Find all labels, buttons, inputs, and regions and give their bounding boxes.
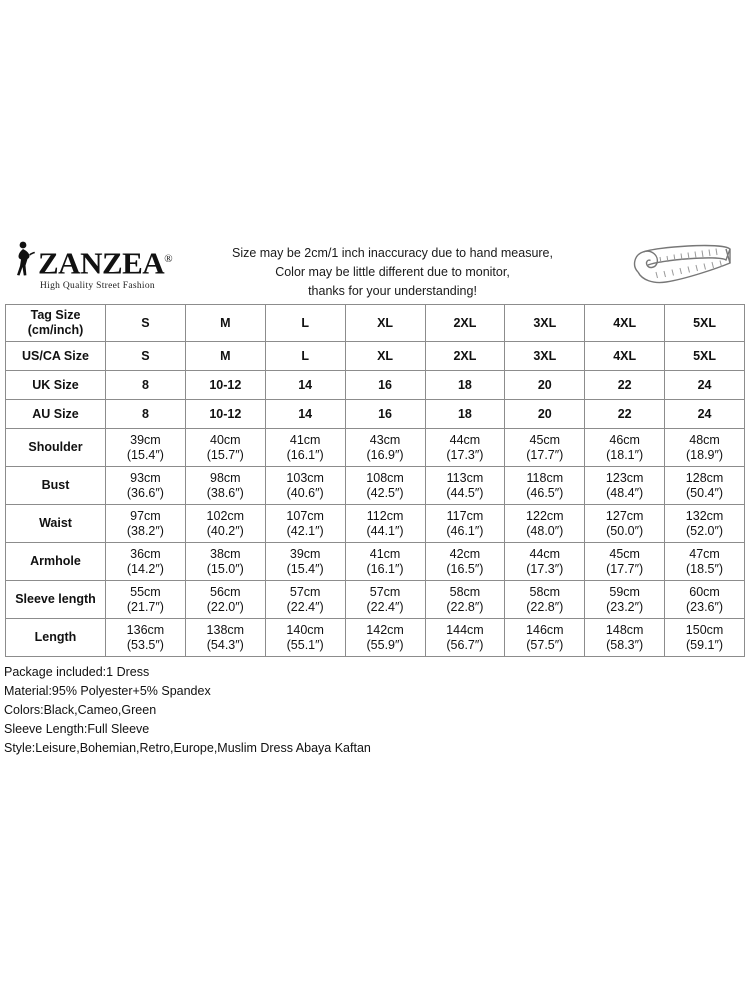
table-row [6, 371, 745, 400]
cell-inch: (53.5″) [126, 637, 164, 652]
cell [665, 619, 745, 657]
cell: S [106, 342, 186, 371]
table-row [6, 342, 745, 371]
cell-cm: 39cm [289, 546, 321, 561]
cell: 8 [106, 400, 186, 429]
registered-mark: ® [164, 252, 173, 265]
size-table [5, 304, 745, 657]
cell-inch: (23.6″) [686, 599, 724, 614]
cell [585, 467, 665, 505]
cell-inch: (56.7″) [446, 637, 484, 652]
cell: 16 [345, 371, 425, 400]
cell [585, 581, 665, 619]
cell-cm: 127cm [605, 508, 644, 523]
cell-inch: (22.4″) [286, 599, 324, 614]
cell [425, 543, 505, 581]
cell [345, 581, 425, 619]
cell-cm: 102cm [206, 508, 245, 523]
cell-cm: 39cm [130, 432, 161, 447]
size-table-body [6, 305, 745, 657]
cell-inch: (42.5″) [366, 485, 404, 500]
cell-inch: (18.9″) [686, 447, 724, 462]
cell-cm: 57cm [369, 584, 401, 599]
cell-cm: 146cm [526, 622, 564, 637]
cell [106, 581, 186, 619]
cell-cm: 40cm [210, 432, 241, 447]
cell-inch: (16.5″) [446, 561, 484, 576]
cell: 24 [665, 400, 745, 429]
cell [665, 543, 745, 581]
cell-cm: 48cm [689, 432, 720, 447]
cell-cm: 55cm [130, 584, 161, 599]
cell-inch: (40.2″) [206, 523, 244, 538]
table-row [6, 429, 745, 467]
row-label-sleeve-length: Sleeve length [6, 581, 106, 619]
cell-inch: (16.1″) [286, 447, 324, 462]
cell: M [185, 342, 265, 371]
row-label-uk-size: UK Size [6, 371, 106, 400]
cell-cm: 107cm [286, 508, 324, 523]
cell-cm: 117cm [446, 508, 484, 523]
cell-inch: (54.3″) [206, 637, 244, 652]
cell-inch: (50.4″) [686, 485, 724, 500]
row-label-line2: (cm/inch) [27, 323, 84, 337]
cell [185, 619, 265, 657]
cell-inch: (18.5″) [686, 561, 724, 576]
cell-inch: (15.4″) [286, 561, 324, 576]
cell [265, 429, 345, 467]
cell-cm: 108cm [366, 470, 404, 485]
cell-inch: (16.1″) [366, 561, 404, 576]
cell-inch: (48.4″) [606, 485, 644, 500]
cell: 5XL [665, 342, 745, 371]
cell-cm: 144cm [446, 622, 484, 637]
cell [665, 581, 745, 619]
cell: 24 [665, 371, 745, 400]
table-row [6, 305, 745, 342]
cell-inch: (42.1″) [286, 523, 324, 538]
cell-cm: 118cm [526, 470, 564, 485]
cell [425, 467, 505, 505]
cell-inch: (18.1″) [606, 447, 644, 462]
measurement-notice [195, 236, 590, 301]
cell-cm: 41cm [289, 432, 321, 447]
row-label-tag-size [6, 305, 106, 342]
cell-cm: 36cm [130, 546, 161, 561]
cell-inch: (46.1″) [446, 523, 484, 538]
cell: 2XL [425, 342, 505, 371]
table-row [6, 400, 745, 429]
cell-cm: 45cm [609, 546, 640, 561]
cell [185, 581, 265, 619]
cell-cm: 97cm [130, 508, 161, 523]
cell [665, 505, 745, 543]
cell-cm: 150cm [685, 622, 724, 637]
cell [585, 429, 665, 467]
cell: 22 [585, 371, 665, 400]
cell-inch: (14.2″) [126, 561, 164, 576]
cell: 18 [425, 371, 505, 400]
cell [425, 619, 505, 657]
cell-inch: (44.5″) [446, 485, 484, 500]
cell-inch: (57.5″) [526, 637, 564, 652]
cell-inch: (59.1″) [686, 637, 724, 652]
chart-header [0, 232, 750, 304]
cell-inch: (22.8″) [526, 599, 564, 614]
cell [185, 543, 265, 581]
cell [106, 429, 186, 467]
cell [345, 619, 425, 657]
cell [106, 543, 186, 581]
cell: 5XL [665, 305, 745, 342]
cell [425, 505, 505, 543]
cell: L [265, 342, 345, 371]
cell-cm: 58cm [529, 584, 561, 599]
cell-cm: 43cm [369, 432, 401, 447]
cell-inch: (52.0″) [686, 523, 724, 538]
cell-inch: (17.7″) [526, 447, 564, 462]
cell [505, 505, 585, 543]
cell-inch: (15.0″) [206, 561, 244, 576]
cell: 8 [106, 371, 186, 400]
cell: 18 [425, 400, 505, 429]
cell-cm: 59cm [609, 584, 640, 599]
cell [585, 619, 665, 657]
notice-line-1: Size may be 2cm/1 inch inaccuracy due to hand measure, [231, 246, 553, 260]
cell-cm: 44cm [529, 546, 561, 561]
cell [265, 467, 345, 505]
cell: XL [345, 305, 425, 342]
cell: L [265, 305, 345, 342]
detail-material: Material:95% Polyester+5% Spandex [4, 684, 211, 698]
detail-package: Package included:1 Dress [4, 665, 150, 679]
cell [106, 505, 186, 543]
brand-tagline: High Quality Street Fashion [40, 281, 155, 291]
cell-inch: (48.0″) [526, 523, 564, 538]
cell [106, 467, 186, 505]
cell-inch: (23.2″) [606, 599, 644, 614]
cell [585, 505, 665, 543]
table-row [6, 543, 745, 581]
table-row [6, 467, 745, 505]
cell: 4XL [585, 305, 665, 342]
cell [265, 505, 345, 543]
detail-sleeve-length: Sleeve Length:Full Sleeve [4, 722, 150, 736]
cell [505, 429, 585, 467]
cell-inch: (17.3″) [446, 447, 484, 462]
row-label-bust: Bust [6, 467, 106, 505]
cell-cm: 132cm [685, 508, 724, 523]
cell [185, 467, 265, 505]
cell-cm: 148cm [605, 622, 644, 637]
cell [425, 429, 505, 467]
cell: M [185, 305, 265, 342]
cell-cm: 60cm [689, 584, 720, 599]
cell-cm: 38cm [210, 546, 241, 561]
brand-name [38, 242, 172, 280]
cell-inch: (21.7″) [126, 599, 164, 614]
cell: 2XL [425, 305, 505, 342]
row-label-waist: Waist [6, 505, 106, 543]
cell-inch: (58.3″) [606, 637, 644, 652]
cell-cm: 57cm [289, 584, 321, 599]
cell [345, 429, 425, 467]
cell-cm: 58cm [449, 584, 481, 599]
cell-cm: 46cm [609, 432, 640, 447]
cell [505, 619, 585, 657]
cell [505, 581, 585, 619]
cell-inch: (44.1″) [366, 523, 404, 538]
brand-logo [10, 240, 200, 300]
cell [665, 429, 745, 467]
cell [345, 543, 425, 581]
cell [265, 543, 345, 581]
cell: 3XL [505, 342, 585, 371]
cell: 20 [505, 400, 585, 429]
cell-cm: 123cm [605, 470, 644, 485]
table-row [6, 619, 745, 657]
brand-name-text: ZANZEA [38, 245, 165, 280]
cell: 3XL [505, 305, 585, 342]
cell [505, 543, 585, 581]
cell-cm: 136cm [126, 622, 165, 637]
notice-line-3: thanks for your understanding! [308, 284, 477, 298]
cell: 16 [345, 400, 425, 429]
row-label-us-ca-size: US/CA Size [6, 342, 106, 371]
cell-cm: 112cm [366, 508, 404, 523]
cell-inch: (55.1″) [286, 637, 324, 652]
cell-inch: (36.6″) [126, 485, 164, 500]
cell: 14 [265, 400, 345, 429]
detail-colors: Colors:Black,Cameo,Green [4, 703, 157, 717]
cell [265, 581, 345, 619]
cell [505, 467, 585, 505]
cell [345, 467, 425, 505]
cell-inch: (38.6″) [206, 485, 244, 500]
cell [106, 619, 186, 657]
cell [585, 543, 665, 581]
cell-cm: 41cm [369, 546, 401, 561]
cell-cm: 128cm [685, 470, 724, 485]
cell-cm: 113cm [446, 470, 484, 485]
cell: 14 [265, 371, 345, 400]
notice-line-2: Color may be little different due to monitor, [275, 265, 510, 279]
product-details [0, 657, 750, 758]
cell-inch: (22.8″) [446, 599, 484, 614]
cell-inch: (22.4″) [366, 599, 404, 614]
cell: 10-12 [185, 371, 265, 400]
cell-inch: (16.9″) [366, 447, 404, 462]
cell [665, 467, 745, 505]
cell-inch: (40.6″) [286, 485, 324, 500]
measuring-tape-icon [626, 238, 736, 300]
row-label-line1: Tag Size [30, 308, 81, 322]
detail-style: Style:Leisure,Bohemian,Retro,Europe,Muslim Dress Abaya Kaftan [4, 741, 371, 755]
cell-inch: (17.3″) [526, 561, 564, 576]
size-chart-sheet [0, 232, 750, 758]
row-label-armhole: Armhole [6, 543, 106, 581]
row-label-length: Length [6, 619, 106, 657]
cell [265, 619, 345, 657]
woman-silhouette-icon [10, 240, 36, 280]
cell-inch: (50.0″) [606, 523, 644, 538]
cell: 20 [505, 371, 585, 400]
cell [345, 505, 425, 543]
cell-cm: 47cm [689, 546, 720, 561]
cell [185, 429, 265, 467]
cell: 22 [585, 400, 665, 429]
cell-cm: 93cm [130, 470, 161, 485]
cell-cm: 140cm [286, 622, 324, 637]
cell: S [106, 305, 186, 342]
cell: 10-12 [185, 400, 265, 429]
cell [425, 581, 505, 619]
cell-inch: (22.0″) [206, 599, 244, 614]
cell [185, 505, 265, 543]
cell-cm: 142cm [366, 622, 404, 637]
cell-cm: 103cm [286, 470, 324, 485]
cell-cm: 56cm [210, 584, 241, 599]
cell: XL [345, 342, 425, 371]
cell-inch: (15.4″) [126, 447, 164, 462]
cell-cm: 98cm [210, 470, 241, 485]
cell-inch: (38.2″) [126, 523, 164, 538]
cell-inch: (15.7″) [206, 447, 244, 462]
row-label-shoulder: Shoulder [6, 429, 106, 467]
cell-cm: 44cm [449, 432, 481, 447]
cell-cm: 42cm [449, 546, 481, 561]
cell-inch: (17.7″) [606, 561, 644, 576]
cell-cm: 138cm [206, 622, 245, 637]
cell-inch: (55.9″) [366, 637, 404, 652]
table-row [6, 581, 745, 619]
cell-cm: 45cm [529, 432, 561, 447]
cell-inch: (46.5″) [526, 485, 564, 500]
table-row [6, 505, 745, 543]
row-label-au-size: AU Size [6, 400, 106, 429]
cell: 4XL [585, 342, 665, 371]
cell-cm: 122cm [526, 508, 564, 523]
